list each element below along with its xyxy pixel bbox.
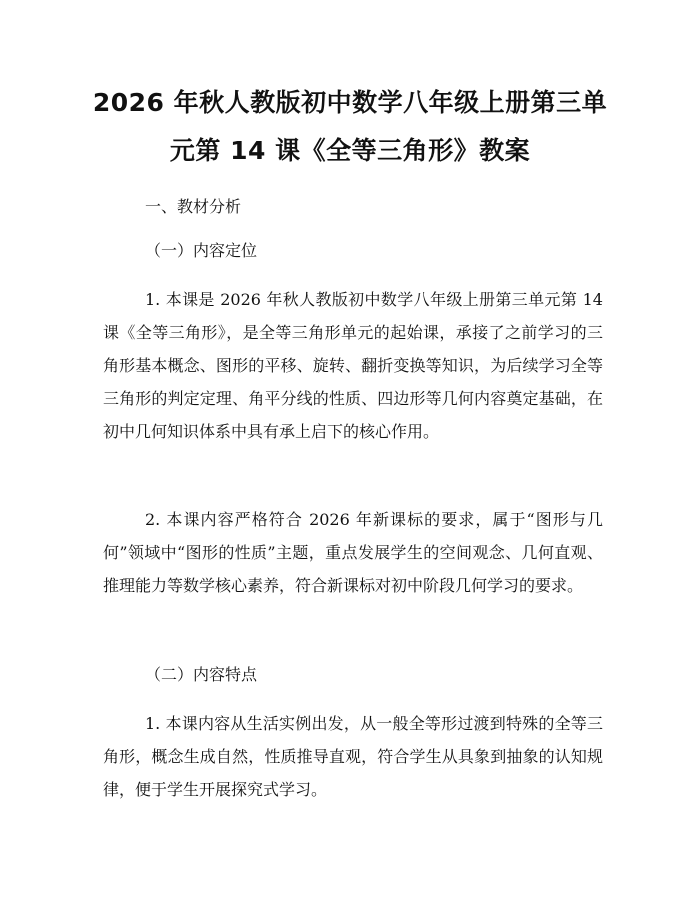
subsection-heading-content-positioning: （一）内容定位 — [145, 241, 258, 260]
section-heading-textbook-analysis: 一、教材分析 — [145, 197, 242, 216]
subsection-heading-content-features: （二）内容特点 — [145, 665, 258, 684]
document-title-line-1: 2026 年秋人教版初中数学八年级上册第三单 — [92, 88, 608, 117]
paragraph-positioning-1: 1. 本课是 2026 年秋人教版初中数学八年级上册第三单元第 14 课《全等三角形》，是全等三角形单元的起始课，承接了之前学习的三角形基本概念、图形的平移、旋转、翻折变换等知识，为后续学习全等三角形的判定定理、角平分线的性质、四边形等几何内容奠定基础，在初中几何知识体系中具有承上启下的核心作用。 — [103, 290, 603, 441]
document-title-line-2: 元第 14 课《全等三角形》教案 — [169, 136, 531, 165]
paragraph-features-1: 1. 本课内容从生活实例出发，从一般全等形过渡到特殊的全等三角形，概念生成自然，性质推导直观，符合学生从具象到抽象的认知规律，便于学生开展探究式学习。 — [103, 714, 603, 799]
paragraph-positioning-2: 2. 本课内容严格符合 2026 年新课标的要求，属于“图形与几何”领域中“图形的性质”主题，重点发展学生的空间观念、几何直观、推理能力等数学核心素养，符合新课标对初中阶段几何学习的要求。 — [103, 510, 603, 595]
